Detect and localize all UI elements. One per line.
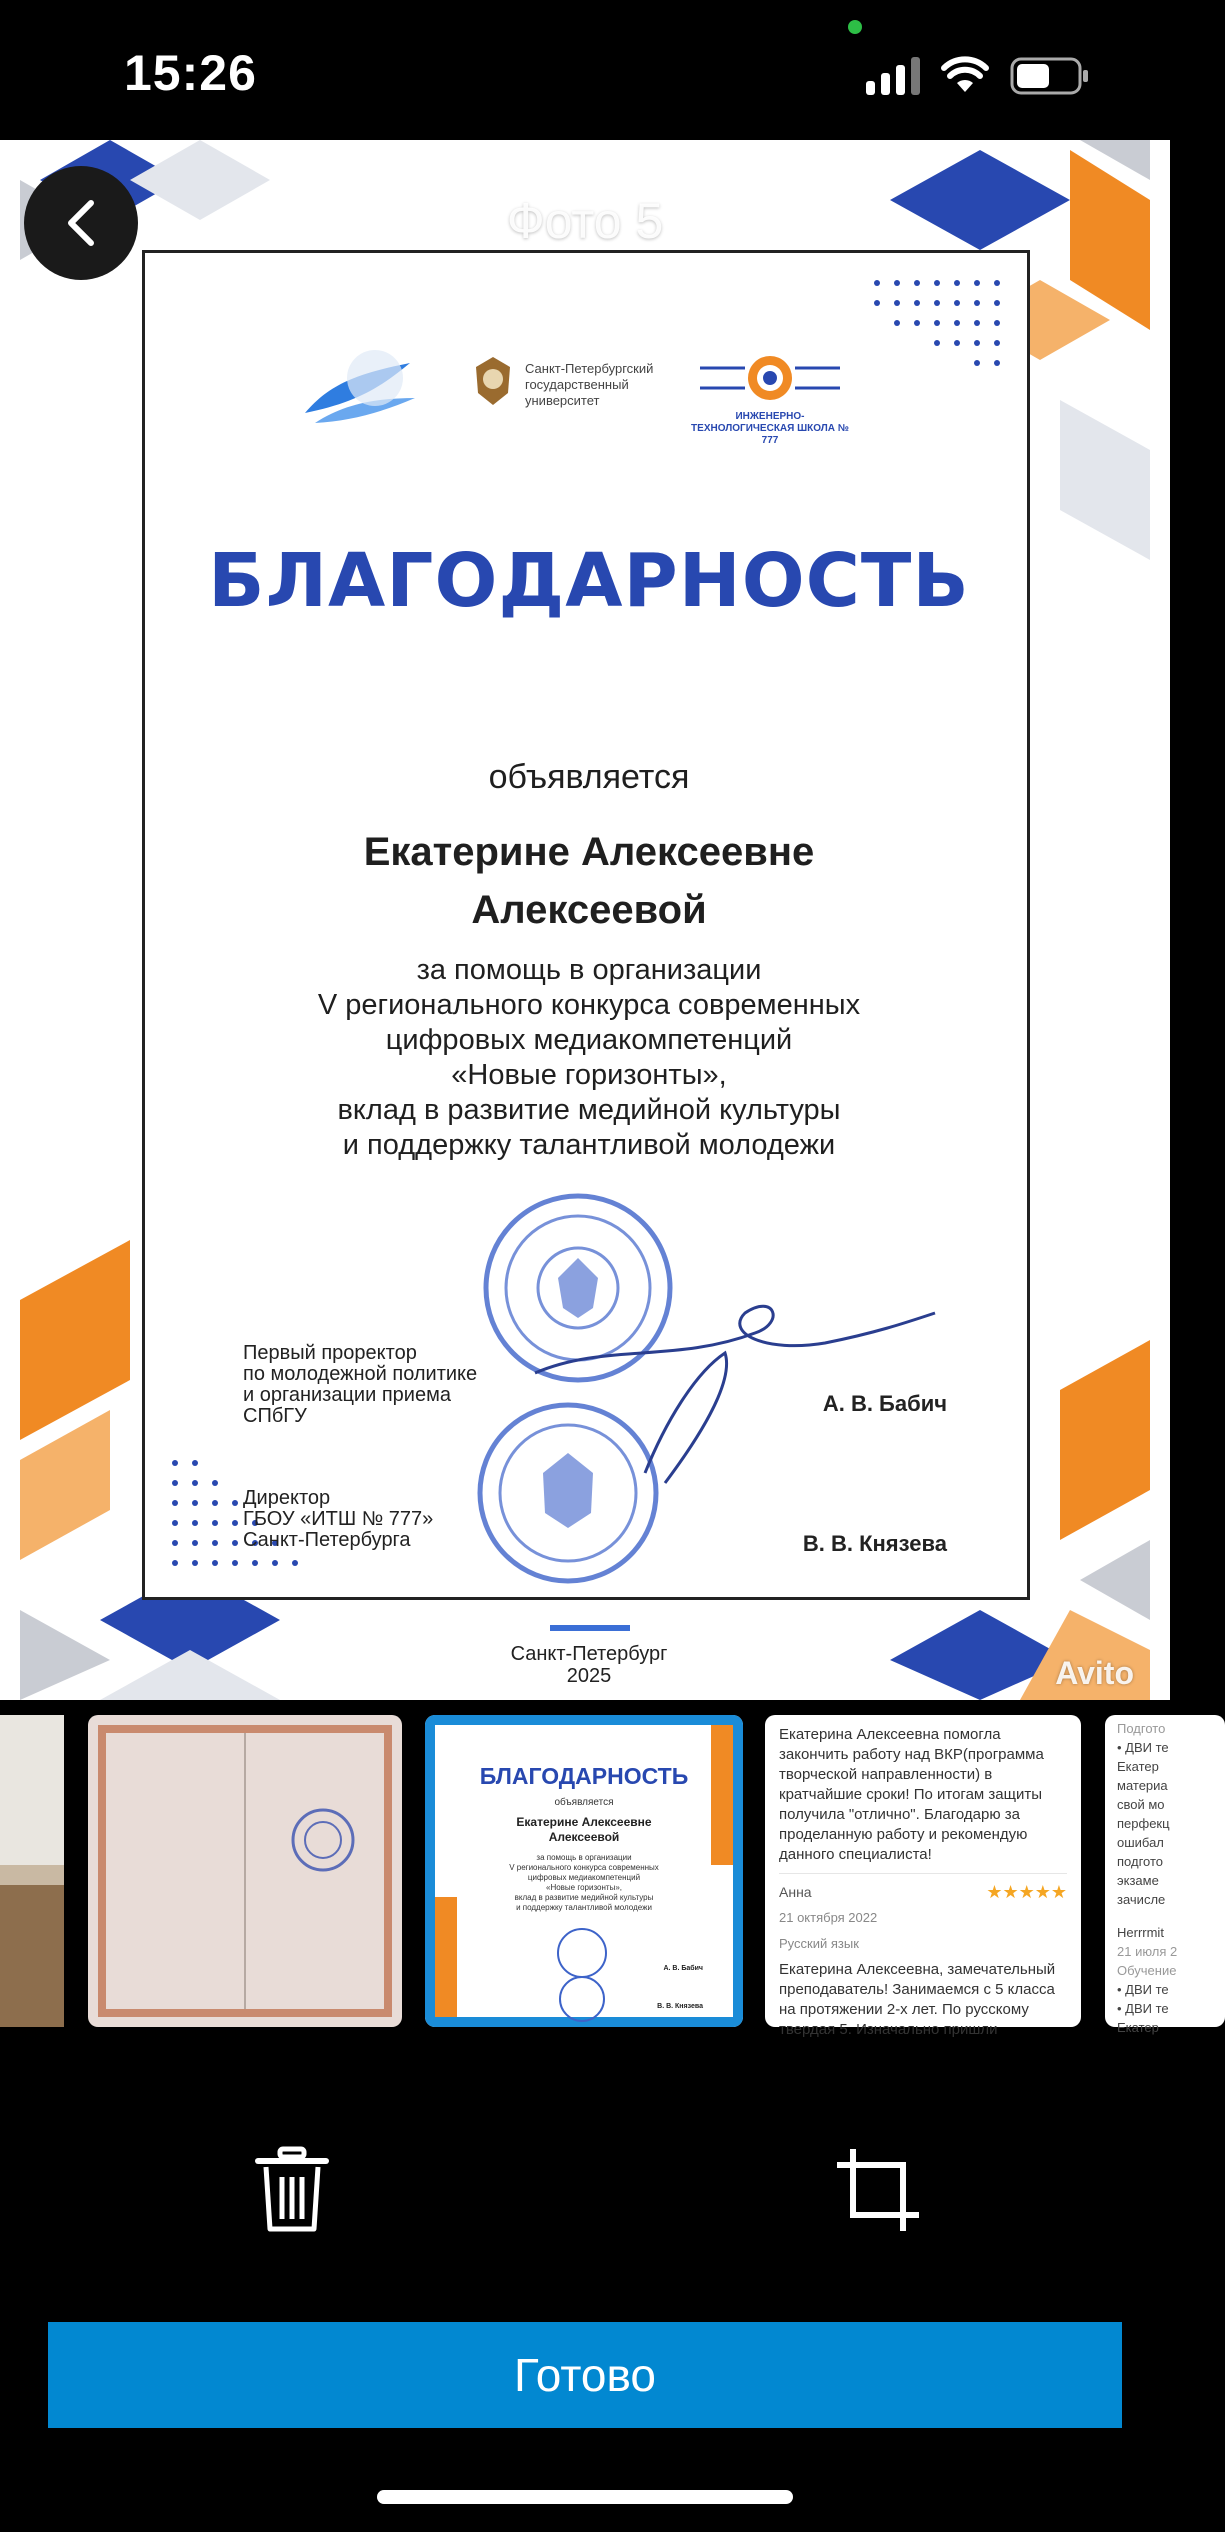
thumbnail-photo-3[interactable] bbox=[425, 1715, 743, 2027]
recipient-line-1: Екатерине Алексеевне bbox=[363, 830, 815, 874]
signer-2-line: Санкт-Петербурга bbox=[243, 1529, 411, 1551]
thumbnail-strip[interactable] bbox=[0, 1700, 1178, 2040]
done-button[interactable]: Готово bbox=[48, 2322, 1122, 2428]
thumbnail-cert-title: БЛАГОДАРНОСТЬ bbox=[479, 1763, 689, 1789]
signer-1-line: и организации приема bbox=[243, 1384, 451, 1406]
thumbnail-cert-corner bbox=[711, 1725, 733, 1865]
reason-line: «Новые горизонты», bbox=[451, 1059, 727, 1091]
signer-1-title bbox=[243, 1343, 477, 1427]
footer-accent-bar bbox=[550, 1625, 630, 1631]
review-stars: ★★★★★ bbox=[986, 1882, 1067, 1902]
certificate-announced: объявляется bbox=[488, 758, 690, 796]
thumbnail-reason-line: «Новые горизонты», bbox=[546, 1883, 622, 1892]
thumbnail-seal-icon bbox=[547, 1925, 617, 2023]
signer-1-line: Первый проректор bbox=[243, 1342, 417, 1364]
review-card-partial bbox=[1105, 1715, 1225, 2041]
certificate-frame bbox=[142, 250, 1030, 1687]
thumbnail-cert-recipient: Екатерине Алексеевне Алексеевой bbox=[516, 1815, 652, 1844]
avito-watermark: Avito bbox=[1055, 1655, 1134, 1691]
status-time: 15:26 bbox=[124, 45, 257, 101]
review-date: 21 октября 2022 bbox=[779, 1910, 878, 1925]
review-divider bbox=[779, 1873, 1067, 1874]
review-header bbox=[779, 1882, 1067, 1902]
review-text-2: Екатерина Алексеевна, замечательный преподаватель! Занимаемся с 5 класса на протяжении 2-х лет. По русскому твердая 5. Изначально пришли bbox=[779, 1961, 1056, 2038]
recipient-line-2: Алексеевой bbox=[471, 888, 707, 932]
certificate-logos bbox=[145, 333, 1033, 446]
reason-line: V регионального конкурса современных bbox=[317, 989, 861, 1021]
delete-button[interactable] bbox=[242, 2140, 342, 2240]
partial-line: зачисле bbox=[1117, 1892, 1166, 1907]
itsh-777-logo bbox=[690, 348, 850, 408]
thumbnail-sign-1: А. В. Бабич bbox=[663, 1965, 703, 1972]
partial-line: • ДВИ те bbox=[1117, 1740, 1169, 1755]
thumbnail-photo-1-image bbox=[0, 1715, 64, 1865]
reason-line: за помощь в организации bbox=[416, 954, 762, 986]
footer-year: 2025 bbox=[566, 1665, 612, 1687]
thumbnail-reason-line: вклад в развитие медийной культуры bbox=[514, 1893, 654, 1902]
camera-indicator-dot bbox=[848, 20, 862, 34]
thumbnail-cert-announced: объявляется bbox=[554, 1797, 614, 1808]
thumbnail-reason-line: цифровых медиакомпетенций bbox=[527, 1873, 641, 1882]
thumbnail-photo-2[interactable] bbox=[88, 1715, 402, 2027]
partial-line: Екатер bbox=[1117, 1759, 1159, 1774]
thumbnail-cert-corner bbox=[435, 1897, 457, 2017]
edit-actions bbox=[0, 2040, 1170, 2290]
certificate-recipient bbox=[145, 823, 1033, 939]
thumbnail-sign-2: В. В. Князева bbox=[657, 2003, 703, 2010]
spbgu-logo-text: Санкт-Петербургский государственный университет bbox=[525, 361, 654, 408]
review-author: Анна bbox=[779, 1884, 812, 1900]
thumbnail-photo-1-image bbox=[0, 1885, 64, 2027]
review-subject: Русский язык bbox=[779, 1936, 859, 1951]
photo-title: Фото 5 bbox=[506, 193, 664, 249]
partial-author: Herrrmit bbox=[1117, 1925, 1164, 1940]
thumbnail-reason-line: и поддержку талантливой молодежи bbox=[516, 1903, 652, 1912]
partial-line: экзаме bbox=[1117, 1873, 1159, 1888]
status-icons bbox=[866, 52, 1090, 100]
partial-line: Екатер bbox=[1117, 2020, 1159, 2035]
partial-line: подгото bbox=[1117, 1854, 1164, 1869]
trash-icon bbox=[252, 2145, 332, 2235]
partial-date: 21 июля 2 bbox=[1117, 1944, 1178, 1959]
spbgu-emblem-icon bbox=[470, 353, 516, 409]
thumbnail-reason-line: за помощь в организации bbox=[536, 1853, 632, 1862]
festival-logo bbox=[300, 343, 420, 433]
photo-viewer[interactable] bbox=[0, 140, 1170, 1700]
signer-1-name: А. В. Бабич bbox=[822, 1391, 947, 1416]
itsh-777-logo-text: ИНЖЕНЕРНО-ТЕХНОЛОГИЧЕСКАЯ ШКОЛА № 777 bbox=[691, 411, 849, 446]
signer-1-line: СПбГУ bbox=[243, 1405, 307, 1427]
battery-icon bbox=[1010, 56, 1090, 96]
partial-subject: Обучение bbox=[1117, 1963, 1177, 1978]
status-bar bbox=[0, 0, 1170, 140]
review-text-1: Екатерина Алексеевна помогла закончить работу над ВКР(программа творческой направленности) в кратчайшие сроки! По итогам защиты получила "отлично". Благодарю за проделанную работу и рекомендую данного специалиста! bbox=[779, 1726, 1044, 1863]
crop-button[interactable] bbox=[828, 2140, 928, 2240]
certificate-title: БЛАГОДАРНОСТЬ bbox=[208, 538, 970, 624]
thumbnail-photo-2-fold bbox=[244, 1733, 246, 2009]
signer-2-name: В. В. Князева bbox=[802, 1531, 947, 1556]
partial-line: материа bbox=[1117, 1778, 1168, 1793]
thumbnail-cert-reason bbox=[485, 1853, 683, 1913]
wifi-icon bbox=[942, 58, 988, 94]
certificate-reason bbox=[145, 953, 1033, 1163]
partial-list-item: • ДВИ те bbox=[1117, 1982, 1169, 1997]
signer-2-line: ГБОУ «ИТШ № 777» bbox=[243, 1508, 434, 1530]
partial-line: Подгото bbox=[1117, 1721, 1166, 1736]
diploma-seal-icon bbox=[288, 1805, 358, 1875]
thumbnail-photo-1[interactable] bbox=[0, 1715, 64, 2027]
reason-line: и поддержку талантливой молодежи bbox=[342, 1129, 836, 1161]
cellular-signal-icon bbox=[866, 57, 920, 95]
signer-2-title bbox=[243, 1488, 433, 1551]
signer-1-line: по молодежной политике bbox=[243, 1363, 478, 1385]
reason-line: вклад в развитие медийной культуры bbox=[337, 1094, 841, 1126]
certificate-footer bbox=[145, 1643, 1033, 1687]
partial-line: перфекц bbox=[1117, 1816, 1170, 1831]
certificate-image bbox=[20, 140, 1150, 1700]
signature-scribble bbox=[525, 1273, 945, 1503]
thumbnail-reason-line: V регионального конкурса современных bbox=[509, 1863, 659, 1872]
signer-2-line: Директор bbox=[243, 1487, 331, 1509]
thumbnail-photo-4[interactable] bbox=[765, 1715, 1081, 2038]
reason-line: цифровых медиакомпетенций bbox=[385, 1024, 793, 1056]
partial-list-item: • ДВИ те bbox=[1117, 2001, 1169, 2016]
partial-line: ошибал bbox=[1117, 1835, 1164, 1850]
thumbnail-photo-5[interactable] bbox=[1105, 1715, 1225, 2035]
partial-line: свой мо bbox=[1117, 1797, 1165, 1812]
home-indicator[interactable] bbox=[377, 2490, 793, 2504]
footer-city: Санкт-Петербург bbox=[510, 1643, 668, 1665]
crop-icon bbox=[833, 2145, 923, 2235]
